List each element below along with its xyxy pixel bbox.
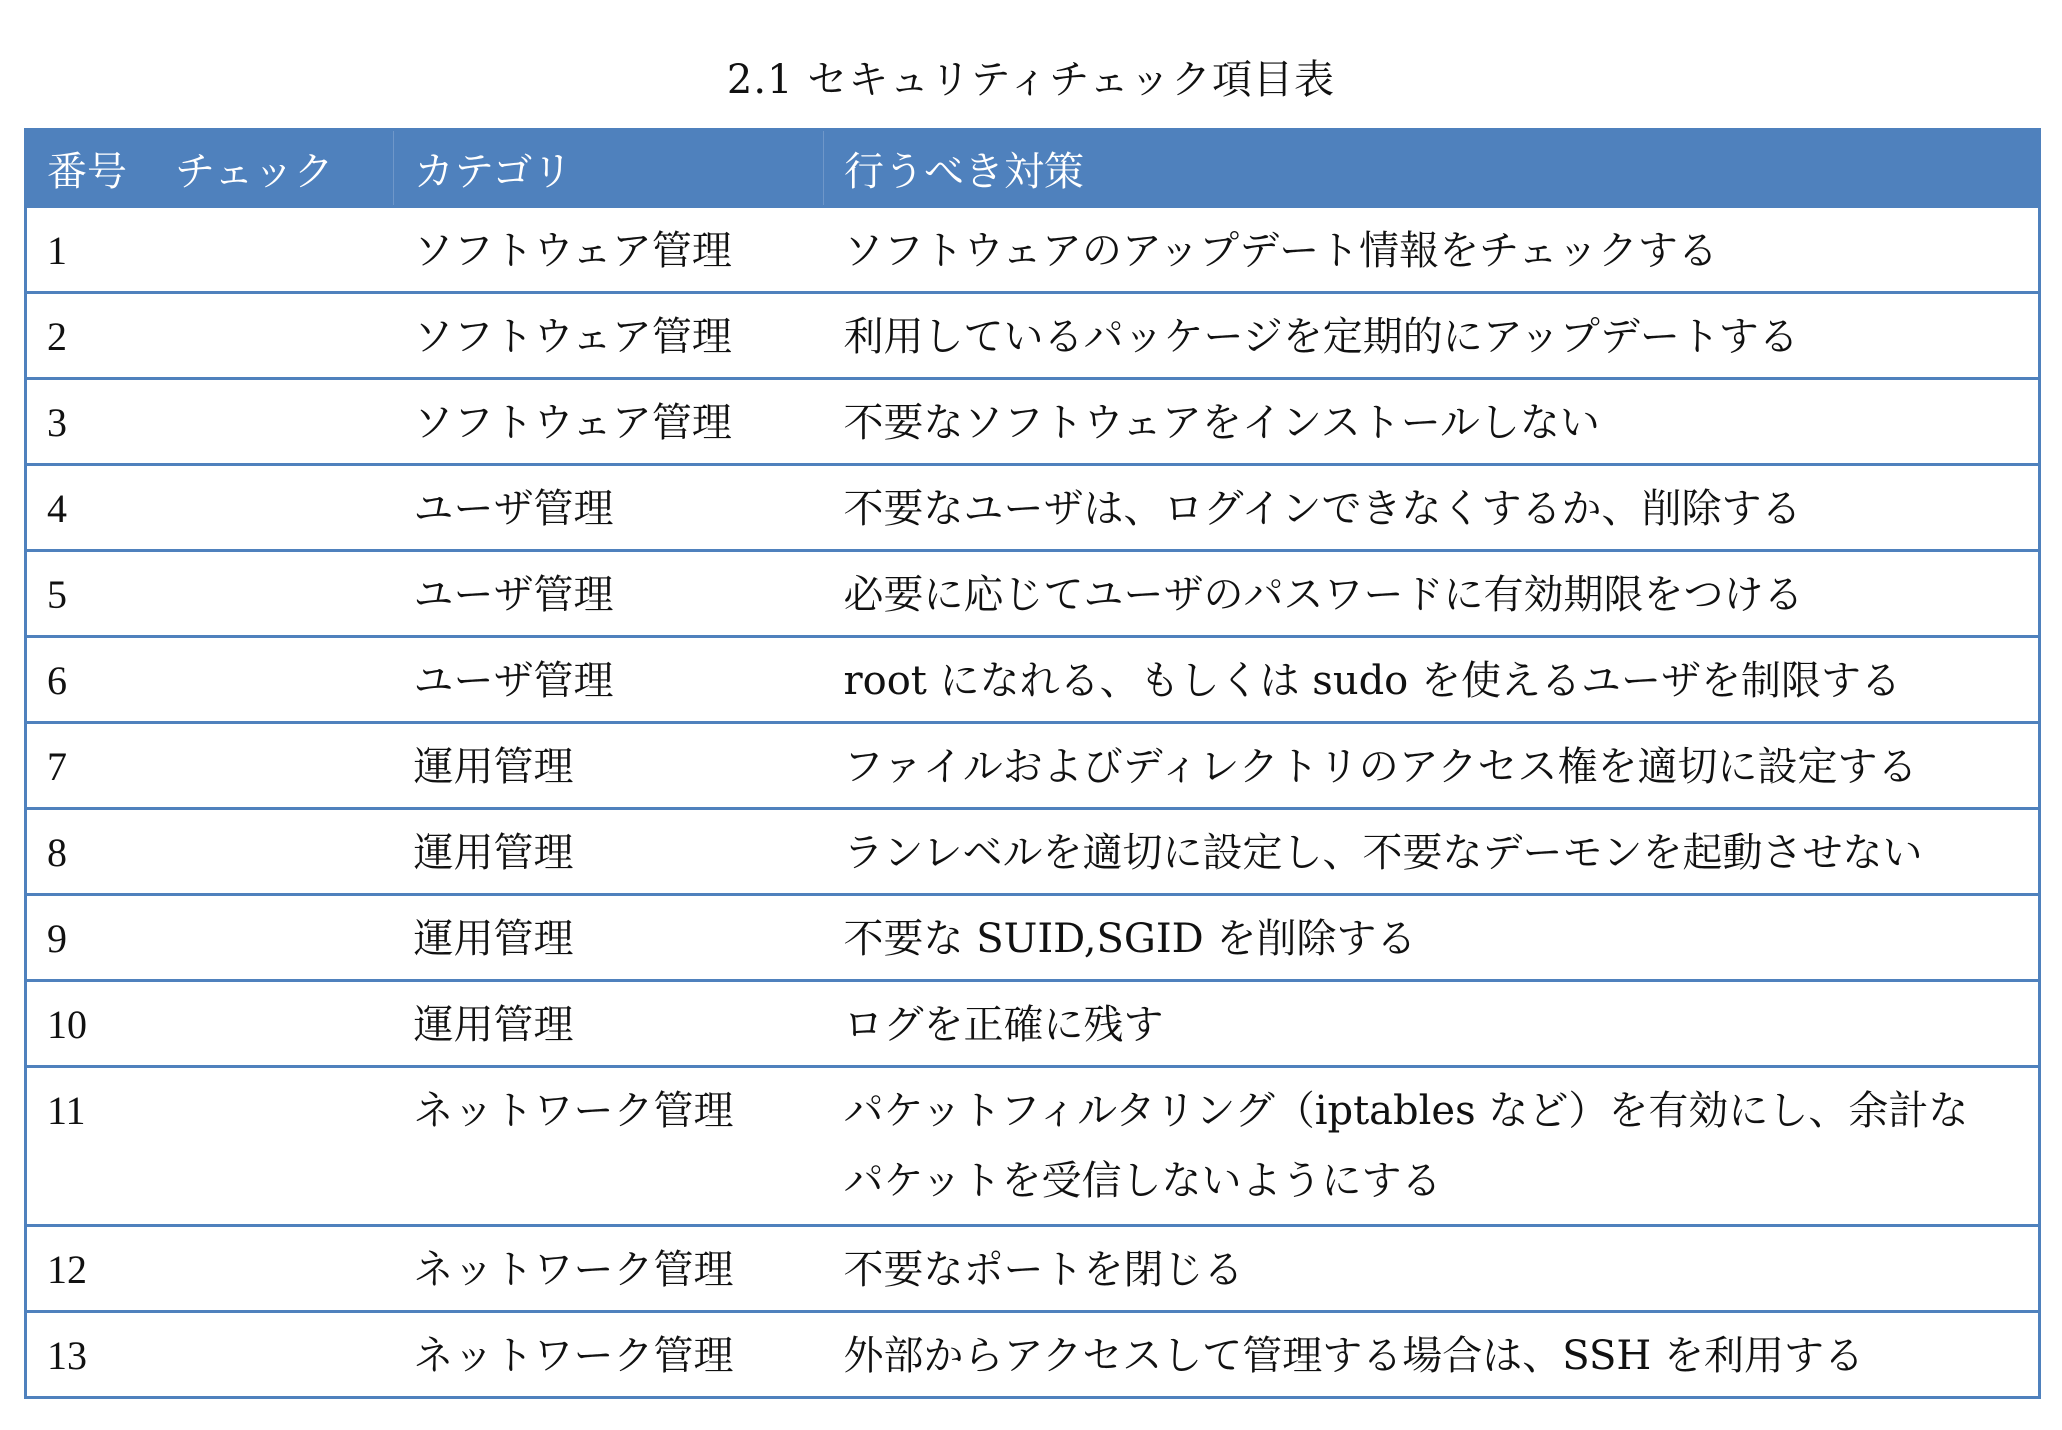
row-measure: 不要なユーザは、ログインできなくするか、削除する <box>843 486 1802 532</box>
table-row <box>26 207 2040 293</box>
row-category: ネットワーク管理 <box>413 1333 734 1379</box>
row-measure: 外部からアクセスして管理する場合は、SSH を利用する <box>843 1333 1864 1379</box>
row-number: 2 <box>47 314 67 359</box>
row-category: ネットワーク管理 <box>413 1088 734 1134</box>
row-category: ソフトウェア管理 <box>413 228 732 274</box>
row-category: ソフトウェア管理 <box>413 400 732 446</box>
row-measure: 利用しているパッケージを定期的にアップデートする <box>843 314 1799 360</box>
row-number: 8 <box>47 830 67 875</box>
row-measure: ログを正確に残す <box>843 1002 1164 1048</box>
row-number: 4 <box>47 486 67 531</box>
row-category: 運用管理 <box>413 830 574 876</box>
table-row <box>26 895 2040 981</box>
row-category: ユーザ管理 <box>413 658 614 704</box>
row-measure: パケットフィルタリング（iptables など）を有効にし、余計なパケットを受信しないようにする <box>843 1088 1969 1204</box>
row-category: ネットワーク管理 <box>413 1247 734 1293</box>
row-measure: 必要に応じてユーザのパスワードに有効期限をつける <box>843 572 1804 618</box>
row-category: 運用管理 <box>413 744 574 790</box>
row-number: 6 <box>47 658 67 703</box>
table-row <box>26 809 2040 895</box>
row-number: 13 <box>47 1333 87 1378</box>
row-measure: ランレベルを適切に設定し、不要なデーモンを起動させない <box>843 830 1923 876</box>
header-check: チェック <box>175 148 334 195</box>
row-category: ソフトウェア管理 <box>413 314 732 360</box>
row-number: 12 <box>47 1247 87 1292</box>
table-caption: 2.1 セキュリティチェック項目表 <box>726 57 1336 103</box>
row-number: 5 <box>47 572 67 617</box>
row-measure: ファイルおよびディレクトリのアクセス権を適切に設定する <box>843 744 1918 790</box>
row-number: 3 <box>47 400 67 445</box>
row-measure: root になれる、もしくは sudo を使えるユーザを制限する <box>843 658 1901 704</box>
table-row <box>26 379 2040 465</box>
table-row <box>26 723 2040 809</box>
table-row <box>26 1312 2040 1398</box>
row-measure: ソフトウェアのアップデート情報をチェックする <box>843 228 1718 274</box>
row-category: ユーザ管理 <box>413 486 614 532</box>
row-number: 1 <box>47 228 67 273</box>
header-number-check <box>26 130 394 207</box>
table-row <box>26 637 2040 723</box>
security-check-table <box>24 128 2041 1399</box>
table-row <box>26 465 2040 551</box>
table-header-row <box>26 130 2040 207</box>
row-number: 7 <box>47 744 67 789</box>
header-number: 番号 <box>47 148 127 195</box>
header-measure: 行うべき対策 <box>844 148 1084 195</box>
row-measure: 不要なポートを閉じる <box>843 1247 1244 1293</box>
row-category: 運用管理 <box>413 916 574 962</box>
row-number: 10 <box>47 1002 87 1047</box>
table-row <box>26 1226 2040 1312</box>
row-number: 11 <box>47 1088 86 1133</box>
row-measure: 不要なソフトウェアをインストールしない <box>843 400 1600 446</box>
row-category: ユーザ管理 <box>413 572 614 618</box>
table-row <box>26 981 2040 1067</box>
row-measure: 不要な SUID,SGID を削除する <box>843 916 1417 962</box>
row-category: 運用管理 <box>413 1002 574 1048</box>
table-row <box>26 551 2040 637</box>
table-row <box>26 293 2040 379</box>
table-row <box>26 1067 2040 1226</box>
row-number: 9 <box>47 916 67 961</box>
header-category: カテゴリ <box>394 130 824 207</box>
